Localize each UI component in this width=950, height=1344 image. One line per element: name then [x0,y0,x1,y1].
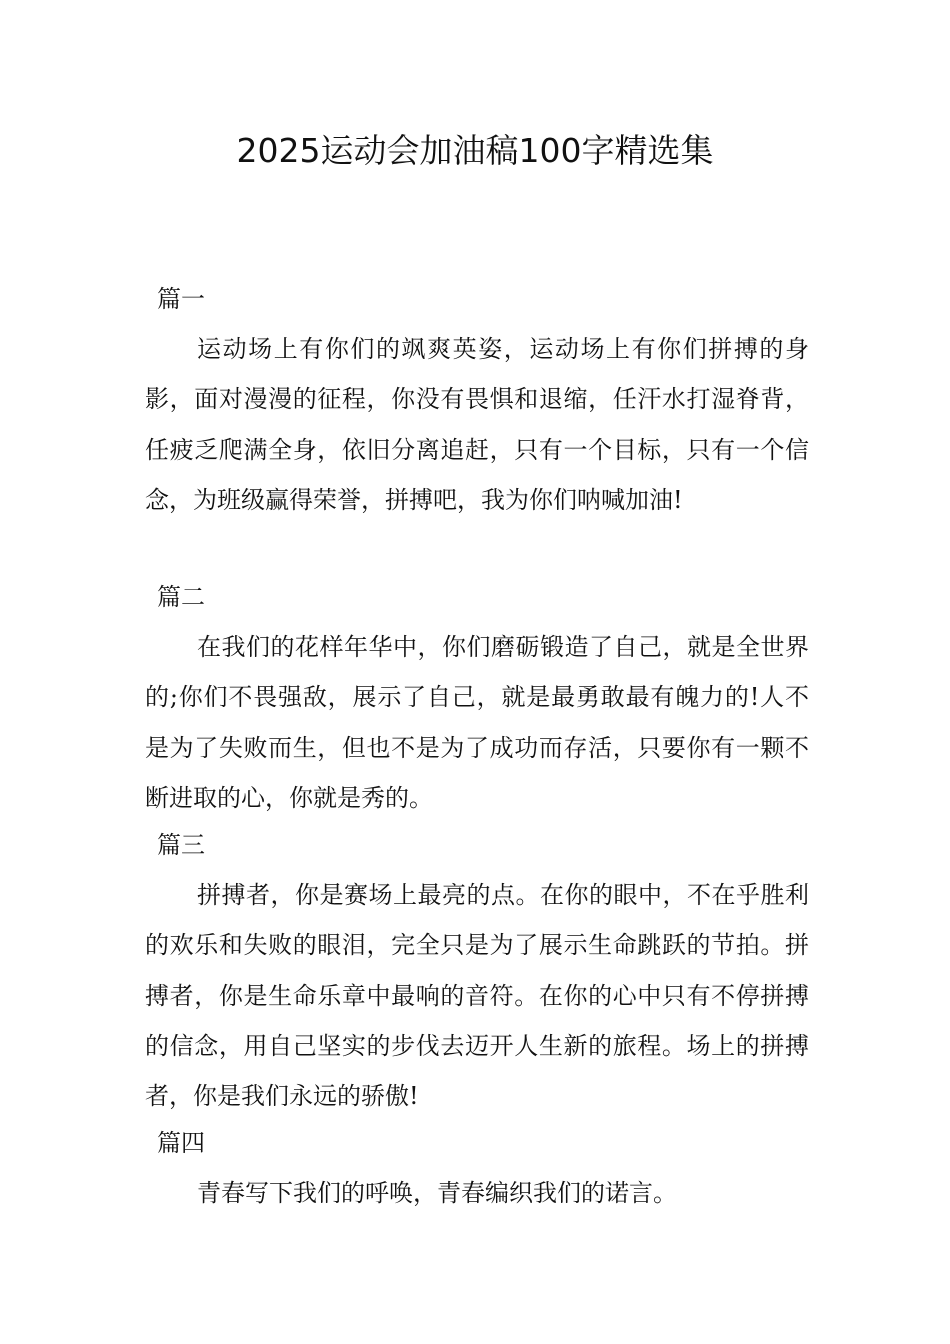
section-paragraph-3: 拼搏者，你是赛场上最亮的点。在你的眼中，不在乎胜利的欢乐和失败的眼泪，完全只是为了展示生命跳跃的节拍。拼搏者，你是生命乐章中最响的音符。在你的心中只有不停拼搏的信念，用自己坚实的步伐去迈开人生新的旅程。场上的拼搏者，你是我们永远的骄傲! [145,881,809,1111]
section-paragraph-1: 运动场上有你们的飒爽英姿，运动场上有你们拼搏的身影，面对漫漫的征程，你没有畏惧和退缩，任汗水打湿脊背，任疲乏爬满全身，依旧分离追赶，只有一个目标，只有一个信念，为班级赢得荣誉，拼搏吧，我为你们呐喊加油! [145,335,809,514]
section-heading-1: 篇一 [157,285,205,313]
section-heading-3: 篇三 [157,831,205,859]
document-title: 2025运动会加油稿100字精选集 [236,131,714,170]
section-heading-2: 篇二 [157,583,205,611]
section-heading-4: 篇四 [157,1129,205,1157]
section-paragraph-2: 在我们的花样年华中，你们磨砺锻造了自己，就是全世界的;你们不畏强敌，展示了自己，就是最勇敢最有魄力的!人不是为了失败而生，但也不是为了成功而存活，只要你有一颗不断进取的心，你就是秀的。 [145,633,809,812]
section-paragraph-4: 青春写下我们的呼唤，青春编织我们的诺言。 [197,1179,677,1207]
